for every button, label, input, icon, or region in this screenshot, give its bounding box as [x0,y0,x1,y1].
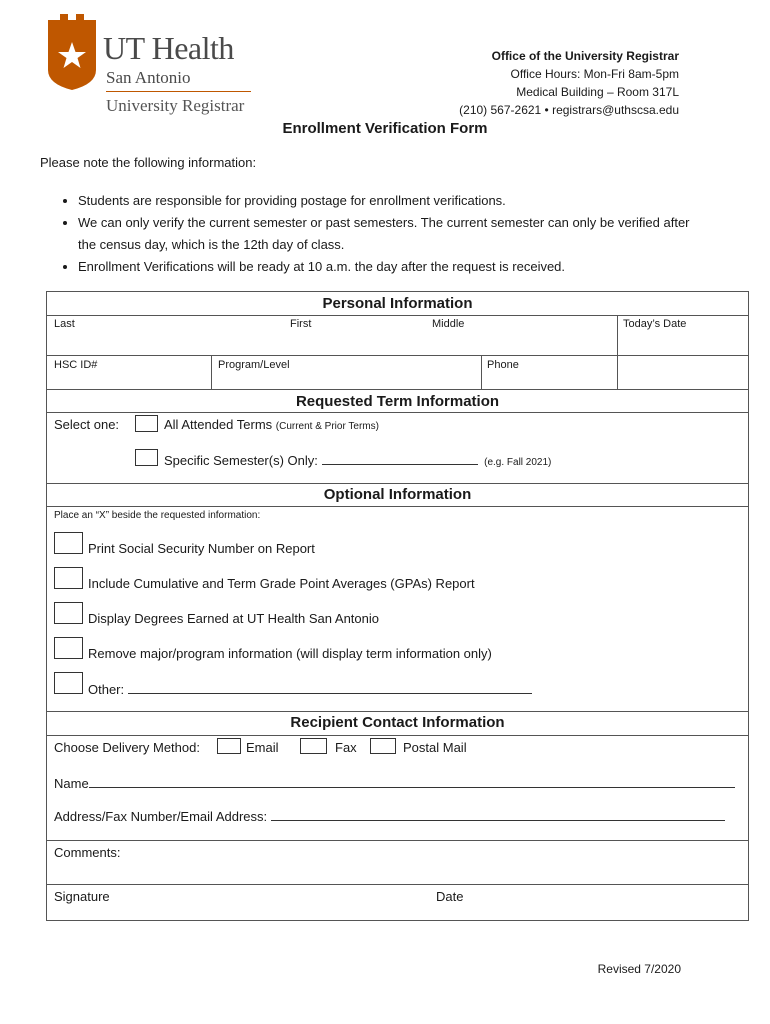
office-info [459,47,679,119]
optional-info-heading: Optional Information [323,486,472,503]
divider [47,389,748,390]
address-row [54,808,725,824]
bullet-item: • Students are responsible for providing postage for enrollment verifications. [78,190,698,212]
phone-field[interactable]: Phone [487,359,519,371]
divider [47,506,748,507]
requested-term-heading: Requested Term Information [295,393,500,410]
postal-mail-label: Postal Mail [403,740,467,755]
address-label: Address/Fax Number/Email Address: [54,809,268,824]
address-input[interactable] [271,808,725,821]
specific-semester-checkbox[interactable] [135,449,158,466]
info-bullets [60,190,698,278]
option-checkbox-gpa[interactable] [54,567,83,589]
date-field[interactable]: Date [436,889,464,904]
option-label-gpa: Include Cumulative and Term Grade Point Averages (GPAs) Report [88,576,475,591]
all-terms-option [164,417,379,432]
comments-field[interactable]: Comments: [54,845,121,860]
bullet-item: • Enrollment Verifications will be ready at 10 a.m. the day after the request is received. [78,256,698,278]
divider [47,711,748,712]
program-level-field[interactable]: Program/Level [218,359,290,371]
office-contact: (210) 567-2621 • registrars@uthscsa.edu [459,103,679,117]
divider [47,840,748,841]
logo-title: UT Health [103,30,234,66]
note-heading: Please note the following information: [40,155,257,170]
middle-name-field[interactable]: Middle [432,318,465,330]
revision-date: Revised 7/2020 [597,962,681,976]
name-row [54,775,735,791]
divider [211,355,212,389]
option-label-other: Other: [88,682,125,697]
all-terms-label: All Attended Terms [164,417,273,432]
name-label: Name [54,776,89,791]
divider [481,355,482,389]
divider [47,884,748,885]
last-name-field[interactable]: Last [54,318,75,330]
all-terms-checkbox[interactable] [135,415,158,432]
option-checkbox-degrees[interactable] [54,602,83,624]
option-checkbox-other[interactable] [54,672,83,694]
logo-divider [106,91,251,92]
recipient-heading: Recipient Contact Information [290,714,505,731]
hsc-id-field[interactable]: HSC ID# [54,359,98,371]
divider [47,412,748,413]
todays-date-field[interactable]: Today’s Date [623,318,687,330]
personal-info-heading: Personal Information [322,295,473,312]
enrollment-form [46,291,749,921]
other-input[interactable] [128,681,532,694]
office-location: Medical Building – Room 317L [516,85,679,99]
optional-instruction: Place an “X” beside the requested information: [54,510,261,521]
option-checkbox-remove-major[interactable] [54,637,83,659]
specific-semester-example: (e.g. Fall 2021) [484,457,552,468]
option-label-remove-major: Remove major/program information (will display term information only) [88,646,492,661]
divider [47,735,748,736]
option-other [88,681,532,697]
divider [47,355,748,356]
divider [47,315,748,316]
fax-label: Fax [335,740,357,755]
divider [47,483,748,484]
first-name-field[interactable]: First [290,318,312,330]
form-title: Enrollment Verification Form [282,120,488,137]
email-label: Email [246,740,279,755]
logo-department: University Registrar [106,96,245,115]
office-hours: Office Hours: Mon-Fri 8am-5pm [510,67,679,81]
specific-semester-option [164,452,551,468]
name-input[interactable] [89,775,735,788]
option-label-degrees: Display Degrees Earned at UT Health San Antonio [88,611,379,626]
all-terms-note: (Current & Prior Terms) [275,421,379,432]
option-checkbox-ssn[interactable] [54,532,83,554]
divider [617,315,618,389]
bullet-item: • We can only verify the current semester or past semesters. The current semester can only be verified after the census day, which is the 12th day of class. [78,212,698,256]
option-label-ssn: Print Social Security Number on Report [88,541,315,556]
signature-field[interactable]: Signature [54,889,110,904]
email-checkbox[interactable] [217,738,241,754]
postal-mail-checkbox[interactable] [370,738,396,754]
fax-checkbox[interactable] [300,738,327,754]
specific-semester-input[interactable] [322,452,478,465]
office-name: Office of the University Registrar [491,49,679,63]
delivery-method-label: Choose Delivery Method: [54,740,200,755]
logo-subtitle: San Antonio [106,68,191,87]
specific-semester-label: Specific Semester(s) Only: [164,453,318,468]
select-one-label: Select one: [54,417,120,432]
